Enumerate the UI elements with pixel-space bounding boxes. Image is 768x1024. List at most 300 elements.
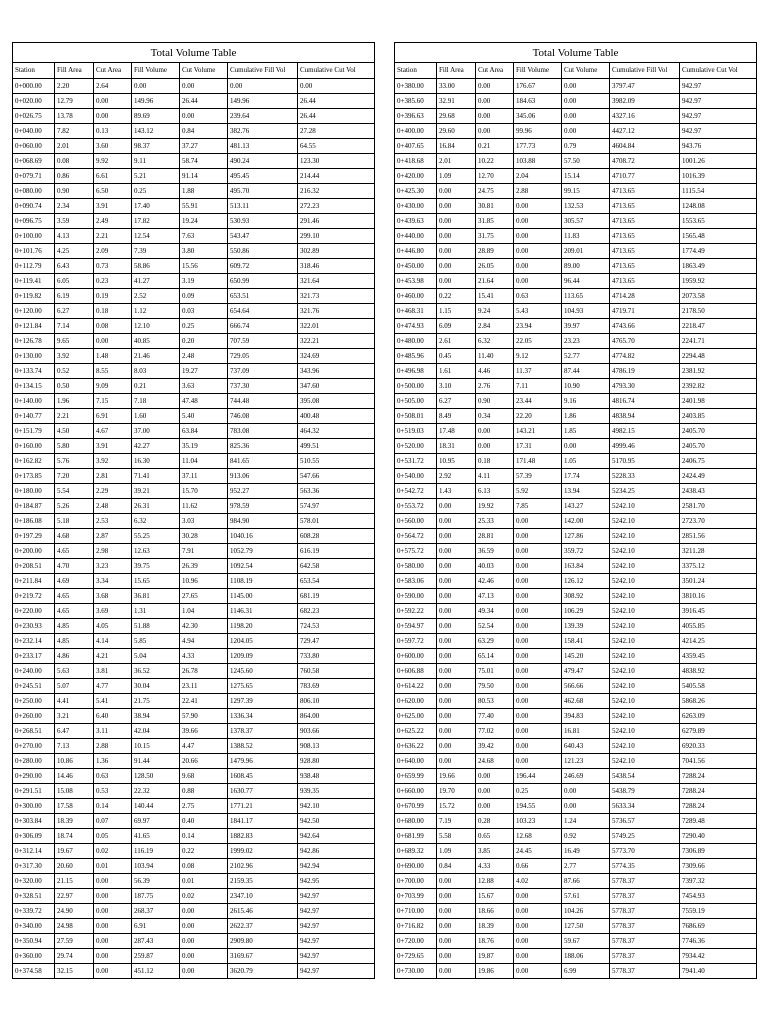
table-cell: 6.32 [476,334,514,349]
table-cell: 4708.72 [610,154,680,169]
table-cell: 0.92 [562,829,610,844]
table-cell: 1565.48 [680,229,757,244]
table-cell: 7.18 [132,394,180,409]
table-cell: 0.00 [562,124,610,139]
table-cell: 2.53 [94,514,132,529]
table-cell: 1863.49 [680,259,757,274]
table-cell: 942.97 [298,904,375,919]
table-cell: 3501.24 [680,574,757,589]
table-cell: 1.96 [55,394,94,409]
table-cell: 2073.58 [680,289,757,304]
table-row [13,124,375,139]
table-cell: 0+614.22 [395,679,437,694]
table-cell: 0.00 [437,514,476,529]
table-cell: 0.00 [437,604,476,619]
table-cell: 5.54 [55,484,94,499]
table-cell: 17.58 [55,799,94,814]
table-cell: 0+121.84 [13,319,55,334]
table-cell: 0.00 [180,934,228,949]
table-cell: 5242.10 [610,619,680,634]
table-row [395,664,757,679]
table-cell: 17.40 [132,199,180,214]
table-cell: 65.14 [476,649,514,664]
table-row [13,154,375,169]
table-cell: 0+126.78 [13,334,55,349]
table-cell: 1108.19 [228,574,298,589]
table-cell: 42.27 [132,439,180,454]
table-cell: 4713.65 [610,274,680,289]
table-cell: 5774.35 [610,859,680,874]
table-cell: 40.03 [476,559,514,574]
table-row [13,694,375,709]
table-cell: 0+380.00 [395,79,437,94]
table-row [13,529,375,544]
table-cell: 0.00 [437,574,476,589]
table-cell: 0+564.72 [395,529,437,544]
table-cell: 0+339.72 [13,904,55,919]
table-cell: 574.97 [298,499,375,514]
table-cell: 0.08 [55,154,94,169]
table-cell: 1.09 [437,844,476,859]
table-cell: 15.67 [476,889,514,904]
table-row [13,589,375,604]
table-row [13,334,375,349]
column-header: Cut Area [476,63,514,79]
table-cell: 5242.10 [610,679,680,694]
table-cell: 1.31 [132,604,180,619]
table-cell: 783.08 [228,424,298,439]
table-row [13,379,375,394]
table-cell: 6263.09 [680,709,757,724]
table-cell: 0+268.51 [13,724,55,739]
table-cell: 4713.65 [610,259,680,274]
table-cell: 39.75 [132,559,180,574]
table-cell: 0+290.00 [13,769,55,784]
table-cell: 0+020.00 [13,94,55,109]
column-header: Cut Area [94,63,132,79]
table-cell: 214.44 [298,169,375,184]
table-cell: 4.11 [476,469,514,484]
table-cell: 25.33 [476,514,514,529]
table-cell: 6.05 [55,274,94,289]
table-cell: 7.19 [437,814,476,829]
table-cell: 2723.70 [680,514,757,529]
table-cell: 0+625.22 [395,724,437,739]
table-cell: 0+474.93 [395,319,437,334]
table-cell: 1.04 [180,604,228,619]
table-cell: 0.00 [514,574,562,589]
table-cell: 0+553.72 [395,499,437,514]
table-cell: 5.07 [55,679,94,694]
table-cell: 33.00 [437,79,476,94]
table-cell: 1248.08 [680,199,757,214]
table-cell: 63.29 [476,634,514,649]
table-cell: 0+220.00 [13,604,55,619]
table-cell: 2405.70 [680,424,757,439]
table-row [395,949,757,964]
table-cell: 10.15 [132,739,180,754]
table-cell: 1209.09 [228,649,298,664]
table-cell: 30.28 [180,529,228,544]
table-cell: 0+575.72 [395,544,437,559]
header-row [13,63,375,79]
table-cell: 0.03 [180,304,228,319]
table-cell: 7.13 [55,739,94,754]
table-cell: 495.45 [228,169,298,184]
table-cell: 305.57 [562,214,610,229]
table-cell: 27.28 [298,124,375,139]
table-cell: 37.27 [180,139,228,154]
table-cell: 41.65 [132,829,180,844]
table-cell: 0.00 [476,799,514,814]
table-cell: 145.20 [562,649,610,664]
table-row [13,199,375,214]
table-cell: 481.13 [228,139,298,154]
table-cell: 4214.25 [680,634,757,649]
table-row [13,649,375,664]
table-cell: 395.08 [298,394,375,409]
table-row [395,604,757,619]
table-cell: 2159.35 [228,874,298,889]
table-row [395,94,757,109]
table-cell: 4999.46 [610,439,680,454]
table-cell: 7746.36 [680,934,757,949]
table-cell: 0.40 [180,814,228,829]
table-cell: 1959.92 [680,274,757,289]
table-cell: 0+590.00 [395,589,437,604]
table-cell: 7.91 [180,544,228,559]
table-cell: 5.92 [514,484,562,499]
table-cell: 4604.84 [610,139,680,154]
table-row [13,964,375,979]
table-cell: 39.21 [132,484,180,499]
table-cell: 640.43 [562,739,610,754]
table-cell: 1115.54 [680,184,757,199]
table-cell: 17.31 [514,439,562,454]
table-cell: 2.92 [437,469,476,484]
table-cell: 0+690.00 [395,859,437,874]
table-cell: 26.44 [298,109,375,124]
table-cell: 42.30 [180,619,228,634]
table-cell: 5242.10 [610,649,680,664]
table-row [395,394,757,409]
table-cell: 547.66 [298,469,375,484]
table-row [13,499,375,514]
table-cell: 30.81 [476,199,514,214]
table-cell: 0.00 [437,949,476,964]
table-cell: 149.96 [228,94,298,109]
table-row [13,769,375,784]
table-cell: 578.01 [298,514,375,529]
table-cell: 1016.39 [680,169,757,184]
table-cell: 0+440.00 [395,229,437,244]
table-cell: 0.00 [94,964,132,979]
table-cell: 11.40 [476,349,514,364]
table-cell: 0.65 [476,829,514,844]
column-header: Station [13,63,55,79]
table-cell: 0.73 [94,259,132,274]
table-cell: 4055.85 [680,619,757,634]
table-cell: 36.52 [132,664,180,679]
table-cell: 5438.54 [610,769,680,784]
table-cell: 40.85 [132,334,180,349]
table-cell: 0.00 [180,919,228,934]
table-cell: 26.31 [132,499,180,514]
table-cell: 0.00 [562,109,610,124]
table-cell: 6.91 [132,919,180,934]
table-cell: 942.10 [298,799,375,814]
table-cell: 19.66 [437,769,476,784]
column-header: Fill Area [437,63,476,79]
table-row [395,634,757,649]
table-cell: 6.40 [94,709,132,724]
table-row [395,919,757,934]
table-cell: 32.91 [437,94,476,109]
table-cell: 724.53 [298,619,375,634]
table-cell: 4.85 [55,619,94,634]
table-cell: 0.00 [514,964,562,979]
table-cell: 27.65 [180,589,228,604]
table-cell: 1771.21 [228,799,298,814]
table-cell: 0.00 [514,679,562,694]
table-cell: 80.53 [476,694,514,709]
table-cell: 903.66 [298,724,375,739]
table-cell: 26.39 [180,559,228,574]
table-cell: 0.14 [180,829,228,844]
table-cell: 4.21 [94,649,132,664]
table-cell: 5.43 [514,304,562,319]
table-cell: 287.43 [132,934,180,949]
table-cell: 4.33 [180,649,228,664]
table-cell: 2.09 [94,244,132,259]
table-cell: 39.42 [476,739,514,754]
table-cell: 5.80 [55,439,94,454]
table-cell: 23.44 [514,394,562,409]
table-cell: 0.00 [514,664,562,679]
table-cell: 22.41 [180,694,228,709]
table-cell: 2.75 [180,799,228,814]
table-cell: 8.55 [94,364,132,379]
table-cell: 0.00 [562,79,610,94]
table-cell: 0.00 [437,934,476,949]
table-row [395,409,757,424]
table-cell: 4.47 [180,739,228,754]
table-cell: 47.48 [180,394,228,409]
table-cell: 77.02 [476,724,514,739]
table-cell: 24.68 [476,754,514,769]
table-cell: 188.06 [562,949,610,964]
table-cell: 3375.12 [680,559,757,574]
table-cell: 21.46 [132,349,180,364]
table-cell: 16.30 [132,454,180,469]
table-cell: 942.86 [298,844,375,859]
table-cell: 2403.85 [680,409,757,424]
table-cell: 103.94 [132,859,180,874]
table-cell: 24.45 [514,844,562,859]
table-cell: 0.00 [180,964,228,979]
table-cell: 0+636.22 [395,739,437,754]
table-cell: 36.59 [476,544,514,559]
table-cell: 58.74 [180,154,228,169]
table-cell: 26.78 [180,664,228,679]
table-row [13,559,375,574]
table-row [13,739,375,754]
table-cell: 308.92 [562,589,610,604]
table-cell: 479.47 [562,664,610,679]
table-cell: 490.24 [228,154,298,169]
table-cell: 707.59 [228,334,298,349]
table-cell: 15.72 [437,799,476,814]
table-cell: 39.66 [180,724,228,739]
table-cell: 1336.34 [228,709,298,724]
table-cell: 0+090.74 [13,199,55,214]
table-cell: 1774.49 [680,244,757,259]
table-cell: 5868.26 [680,694,757,709]
table-cell: 0+140.00 [13,394,55,409]
table-cell: 4.86 [55,649,94,664]
table-cell: 2102.96 [228,859,298,874]
table-cell: 4.77 [94,679,132,694]
table-cell: 4.41 [55,694,94,709]
table-row [13,829,375,844]
table-cell: 4713.65 [610,214,680,229]
table-cell: 0.00 [514,634,562,649]
table-cell: 0.00 [437,964,476,979]
table-cell: 0.00 [437,664,476,679]
table-cell: 462.68 [562,694,610,709]
table-cell: 64.55 [298,139,375,154]
table-row [395,499,757,514]
table-cell: 0.00 [437,559,476,574]
table-cell: 0+211.84 [13,574,55,589]
table-cell: 729.05 [228,349,298,364]
table-row [395,784,757,799]
table-row [13,724,375,739]
table-cell: 59.67 [562,934,610,949]
table-cell: 0.00 [94,904,132,919]
table-cell: 2218.47 [680,319,757,334]
table-cell: 4816.74 [610,394,680,409]
table-cell: 4.65 [55,604,94,619]
table-cell: 608.28 [298,529,375,544]
table-cell: 13.78 [55,109,94,124]
table-cell: 0+100.00 [13,229,55,244]
table-cell: 6.43 [55,259,94,274]
table-cell: 0.00 [514,589,562,604]
table-cell: 0+200.00 [13,544,55,559]
table-cell: 5778.37 [610,874,680,889]
table-cell: 942.50 [298,814,375,829]
table-cell: 29.74 [55,949,94,964]
table-cell: 318.46 [298,259,375,274]
table-cell: 41.27 [132,274,180,289]
table-cell: 0.00 [437,589,476,604]
column-header: Cumulative Cut Vol [298,63,375,79]
table-cell: 499.51 [298,439,375,454]
table-cell: 15.08 [55,784,94,799]
table-cell: 1145.00 [228,589,298,604]
table-cell: 5242.10 [610,664,680,679]
table-cell: 0.00 [180,904,228,919]
table-cell: 4.50 [55,424,94,439]
table-row [395,799,757,814]
table-cell: 1.86 [562,409,610,424]
table-cell: 0+140.77 [13,409,55,424]
table-cell: 0.25 [514,784,562,799]
table-cell: 91.44 [132,754,180,769]
table-cell: 0+186.08 [13,514,55,529]
table-cell: 11.37 [514,364,562,379]
table-cell: 57.90 [180,709,228,724]
column-header: Cumulative Fill Vol [610,63,680,79]
table-cell: 0.00 [476,424,514,439]
table-cell: 291.46 [298,214,375,229]
table-cell: 0.00 [437,184,476,199]
table-cell: 0.00 [437,874,476,889]
table-cell: 0.00 [514,724,562,739]
table-cell: 4774.82 [610,349,680,364]
table-cell: 22.05 [514,334,562,349]
table-cell: 2405.70 [680,439,757,454]
table-cell: 0.14 [94,799,132,814]
table-cell: 143.27 [562,499,610,514]
table-cell: 4.67 [94,424,132,439]
header-row [395,63,757,79]
table-row [395,364,757,379]
table-cell: 1.12 [132,304,180,319]
table-cell: 57.39 [514,469,562,484]
table-row [395,274,757,289]
table-cell: 42.46 [476,574,514,589]
table-cell: 7559.19 [680,904,757,919]
table-cell: 2.76 [476,379,514,394]
table-cell: 1.88 [180,184,228,199]
table-cell: 2.48 [180,349,228,364]
table-cell: 0.00 [514,544,562,559]
table-cell: 71.41 [132,469,180,484]
table-cell: 31.85 [476,214,514,229]
table-cell: 4713.65 [610,199,680,214]
table-cell: 5242.10 [610,589,680,604]
table-cell: 15.56 [180,259,228,274]
table-cell: 22.32 [132,784,180,799]
table-cell: 5242.10 [610,559,680,574]
table-row [395,349,757,364]
table-cell: 5736.57 [610,814,680,829]
table-cell: 0.28 [476,814,514,829]
table-cell: 4.85 [55,634,94,649]
table-cell: 12.54 [132,229,180,244]
table-cell: 21.15 [55,874,94,889]
table-cell: 0+480.00 [395,334,437,349]
table-cell: 5.40 [180,409,228,424]
table-cell: 6920.33 [680,739,757,754]
table-cell: 513.11 [228,199,298,214]
table-cell: 55.25 [132,529,180,544]
table-row [395,469,757,484]
table-cell: 0.66 [514,859,562,874]
table-cell: 3211.28 [680,544,757,559]
table-cell: 5242.10 [610,529,680,544]
table-cell: 42.04 [132,724,180,739]
table-cell: 5.21 [132,169,180,184]
table-row [13,664,375,679]
table-cell: 0.00 [180,79,228,94]
table-cell: 3.11 [94,724,132,739]
table-cell: 3.69 [94,604,132,619]
table-cell: 1.15 [437,304,476,319]
table-cell: 0.00 [514,709,562,724]
